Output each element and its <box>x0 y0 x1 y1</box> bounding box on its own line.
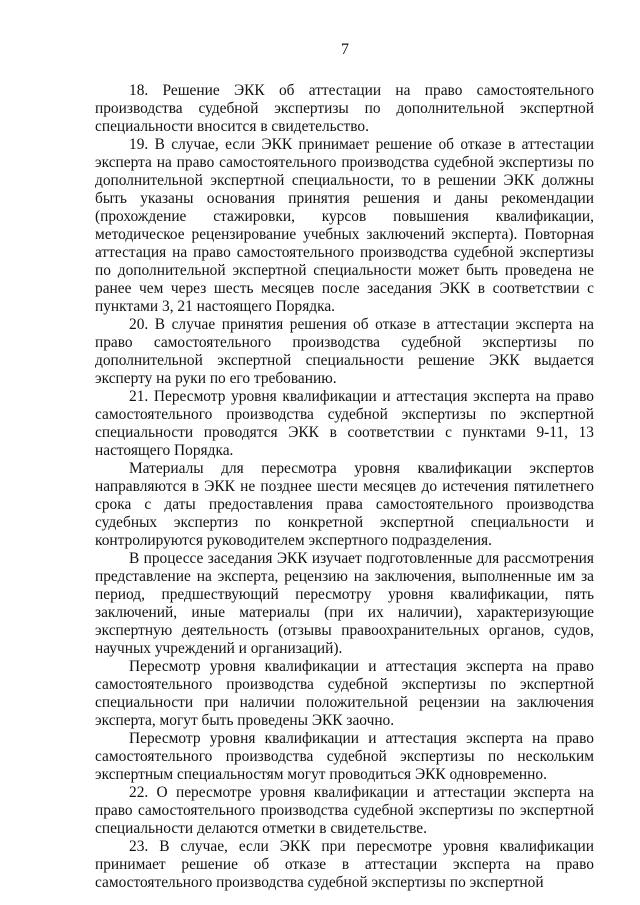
paragraph-22: 22. О пересмотре уровня квалификации и аттестации эксперта на право самостоятельного производства судебной экспертизы по экспертной специальности делаются отметки в свидетельстве. <box>95 784 594 837</box>
paragraph-21-materials: Материалы для пересмотра уровня квалификации экспертов направляются в ЭКК не позднее шести месяцев до истечения пятилетнего срока с даты предоставления права самостоятельного производства судебных экспертиз по конкретной экспертной специальности и контролируются руководителем экспертного подразделения. <box>95 460 594 549</box>
paragraph-23: 23. В случае, если ЭКК при пересмотре уровня квалификации принимает решение об отказе в аттестации эксперта на право самостоятельного производства судебной экспертизы по экспертной <box>95 838 594 891</box>
paragraph-21-multiple: Пересмотр уровня квалификации и аттестация эксперта на право самостоятельного производства судебной экспертизы по нескольким экспертным специальностям могут проводиться ЭКК одновременно. <box>95 730 594 783</box>
paragraph-21-in-absentia: Пересмотр уровня квалификации и аттестация эксперта на право самостоятельного производства судебной экспертизы по экспертной специальности при наличии положительной рецензии на заключения эксперта, могут быть проведены ЭКК заочно. <box>95 658 594 729</box>
paragraph-20: 20. В случае принятия решения об отказе в аттестации эксперта на право самостоятельного производства судебной экспертизы по дополнительной экспертной специальности решение ЭКК выдается эксперту на руки по его требованию. <box>95 316 594 387</box>
page-number: 7 <box>341 41 349 58</box>
paragraph-18: 18. Решение ЭКК об аттестации на право самостоятельного производства судебной экспертизы по дополнительной экспертной специальности вносится в свидетельство. <box>95 82 594 135</box>
paragraph-21-session: В процессе заседания ЭКК изучает подготовленные для рассмотрения представление на эксперта, рецензию на заключения, выполненные им за период, предшествующий пересмотру уровня квалификации, пять заключений, иные материалы (при их наличии), характеризующие экспертную деятельность (отзывы правоохранительных органов, судов, научных учреждений и организаций). <box>95 550 594 657</box>
paragraph-21: 21. Пересмотр уровня квалификации и аттестация эксперта на право самостоятельного производства судебной экспертизы по экспертной специальности проводятся ЭКК в соответствии с пунктами 9-11, 13 настоящего Порядка. <box>95 388 594 459</box>
paragraph-19: 19. В случае, если ЭКК принимает решение об отказе в аттестации эксперта на право самостоятельного производства судебной экспертизы по дополнительной экспертной специальности, то в решении ЭКК должны быть указаны основания принятия решения и даны рекомендации (прохождение стажировки, курсов повышения квалификации, методическое рецензирование учебных заключений эксперта). Повторная аттестация на право самостоятельного производства судебной экспертизы по дополнительной экспертной специальности может быть проведена не ранее чем через шесть месяцев после заседания ЭКК в соответствии с пунктами 3, 21 настоящего Порядка. <box>95 136 594 315</box>
